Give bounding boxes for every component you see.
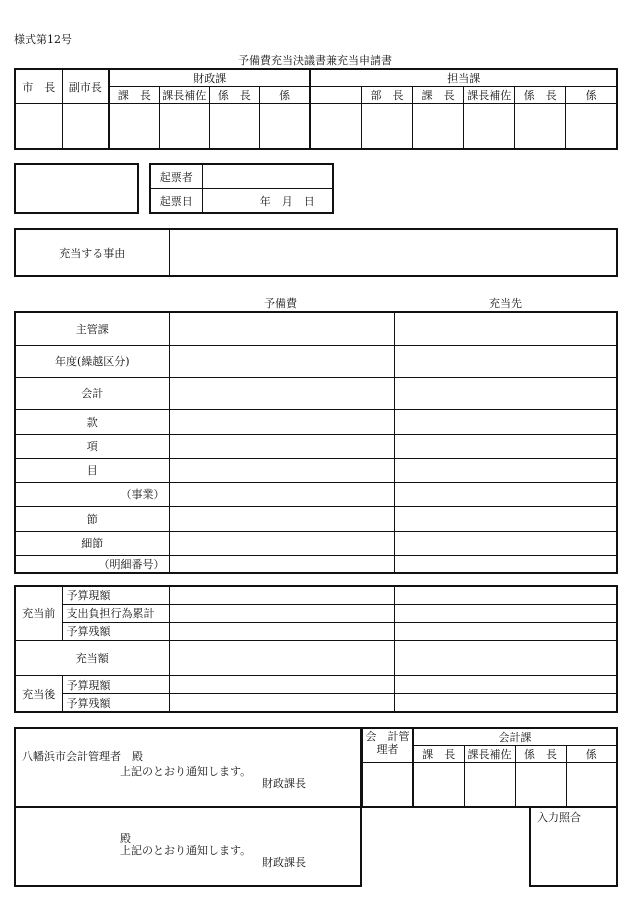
notice-addressee: 八幡浜市会計管理者 殿 <box>22 750 143 763</box>
reserve-cell[interactable] <box>169 434 394 458</box>
row-label: 款 <box>15 409 169 434</box>
stamp-cell[interactable] <box>15 104 62 150</box>
reserve-header: 予備費 <box>264 297 297 310</box>
target-cell[interactable] <box>394 434 617 458</box>
accounting-col-4: 係 <box>566 746 617 763</box>
reserve-cell[interactable] <box>169 345 394 377</box>
reserve-cell[interactable] <box>169 482 394 506</box>
target-cell[interactable] <box>394 458 617 482</box>
after-item: 予算残額 <box>62 694 169 712</box>
stamp-cell[interactable] <box>413 763 464 808</box>
responsible-col-2: 課 長 <box>413 87 464 104</box>
row-label: 目 <box>15 458 169 482</box>
reason-table <box>14 228 618 277</box>
responsible-col-3: 課長補佐 <box>464 87 515 104</box>
budget-table <box>14 311 618 574</box>
row-label: 節 <box>15 506 169 531</box>
accounting-table <box>361 727 618 808</box>
draft-date-field[interactable]: 年 月 日 <box>202 189 333 214</box>
allocation-label: 充当額 <box>15 640 169 675</box>
finance-col-1: 課 長 <box>109 87 159 104</box>
stamp-cell[interactable] <box>413 104 464 150</box>
finance-col-2: 課長補佐 <box>159 87 209 104</box>
responsible-section-header: 担当課 <box>310 69 617 87</box>
deputy-mayor-header: 副市長 <box>62 69 109 104</box>
target-cell[interactable] <box>394 506 617 531</box>
row-label: 主管課 <box>15 312 169 345</box>
document-number-box[interactable] <box>14 163 139 214</box>
draft-date-label: 起票日 <box>150 189 202 214</box>
row-label: （事業） <box>15 482 169 506</box>
notice-message-2: 上記のとおり通知します。 <box>120 844 252 857</box>
notice-message: 上記のとおり通知します。 <box>120 765 252 778</box>
approval-table <box>14 68 618 150</box>
before-item: 支出負担行為累計 <box>62 604 169 622</box>
reserve-cell[interactable] <box>169 555 394 573</box>
stamp-cell[interactable] <box>62 104 109 150</box>
input-check-label: 入力照合 <box>537 811 581 824</box>
responsible-col-4: 係 長 <box>515 87 566 104</box>
accounting-col-1: 課 長 <box>413 746 464 763</box>
drafter-label: 起票者 <box>150 164 202 189</box>
target-cell[interactable] <box>394 555 617 573</box>
row-label: 会計 <box>15 377 169 409</box>
amounts-table <box>14 585 618 713</box>
after-label: 充当後 <box>15 676 62 712</box>
stamp-cell[interactable] <box>159 104 209 150</box>
reserve-cell[interactable] <box>169 377 394 409</box>
reserve-cell[interactable] <box>169 409 394 434</box>
target-cell[interactable] <box>394 676 617 694</box>
reserve-cell[interactable] <box>169 531 394 555</box>
target-cell[interactable] <box>394 531 617 555</box>
target-cell[interactable] <box>394 604 617 622</box>
reserve-cell[interactable] <box>169 676 394 694</box>
before-label: 充当前 <box>15 586 62 640</box>
input-check-box[interactable] <box>529 806 618 887</box>
after-item: 予算現額 <box>62 676 169 694</box>
notice-addressee-2: 殿 <box>120 832 131 845</box>
accounting-col-3: 係 長 <box>515 746 566 763</box>
reserve-cell[interactable] <box>169 622 394 640</box>
target-cell[interactable] <box>394 312 617 345</box>
row-label: 年度(繰越区分) <box>15 345 169 377</box>
form-number: 様式第12号 <box>14 33 72 46</box>
reserve-cell[interactable] <box>169 604 394 622</box>
stamp-cell[interactable] <box>259 104 310 150</box>
reason-field[interactable] <box>169 229 617 276</box>
finance-col-3: 係 長 <box>209 87 259 104</box>
before-item: 予算現額 <box>62 586 169 604</box>
notice-signer-2: 財政課長 <box>262 856 306 869</box>
row-label: 項 <box>15 434 169 458</box>
stamp-cell[interactable] <box>515 104 566 150</box>
stamp-cell[interactable] <box>109 104 159 150</box>
target-cell[interactable] <box>394 482 617 506</box>
reserve-cell[interactable] <box>169 312 394 345</box>
target-cell[interactable] <box>394 345 617 377</box>
target-header: 充当先 <box>489 297 522 310</box>
accounting-manager-header: 会 計管理者 <box>362 728 413 763</box>
stamp-cell[interactable] <box>515 763 566 808</box>
reserve-cell[interactable] <box>169 694 394 712</box>
notice-box-accounting <box>14 727 362 808</box>
reserve-cell[interactable] <box>169 640 394 675</box>
drafter-table <box>149 163 334 214</box>
mayor-header: 市 長 <box>15 69 62 104</box>
reserve-cell[interactable] <box>169 458 394 482</box>
row-label: 細節 <box>15 531 169 555</box>
responsible-col-1: 部 長 <box>362 87 413 104</box>
finance-section-header: 財政課 <box>109 69 310 87</box>
stamp-cell[interactable] <box>310 104 361 150</box>
before-item: 予算残額 <box>62 622 169 640</box>
stamp-cell[interactable] <box>464 763 515 808</box>
target-cell[interactable] <box>394 409 617 434</box>
drafter-field[interactable] <box>202 164 333 189</box>
responsible-col-blank <box>310 87 361 104</box>
target-cell[interactable] <box>394 377 617 409</box>
target-cell[interactable] <box>394 694 617 712</box>
notice-signer: 財政課長 <box>262 777 306 790</box>
notice-box-second <box>14 806 362 887</box>
responsible-col-5: 係 <box>566 87 617 104</box>
target-cell[interactable] <box>394 640 617 675</box>
reason-label: 充当する事由 <box>15 229 169 276</box>
stamp-cell[interactable] <box>209 104 259 150</box>
target-cell[interactable] <box>394 622 617 640</box>
reserve-cell[interactable] <box>169 586 394 604</box>
form-title: 予備費充当決議書兼充当申請書 <box>238 54 392 67</box>
target-cell[interactable] <box>394 586 617 604</box>
row-label: （明細番号） <box>15 555 169 573</box>
stamp-cell[interactable] <box>566 763 617 808</box>
stamp-cell[interactable] <box>566 104 617 150</box>
finance-col-4: 係 <box>259 87 310 104</box>
accounting-section-header: 会計課 <box>413 728 617 746</box>
stamp-cell[interactable] <box>362 763 413 808</box>
stamp-cell[interactable] <box>362 104 413 150</box>
reserve-cell[interactable] <box>169 506 394 531</box>
accounting-col-2: 課長補佐 <box>464 746 515 763</box>
stamp-cell[interactable] <box>464 104 515 150</box>
